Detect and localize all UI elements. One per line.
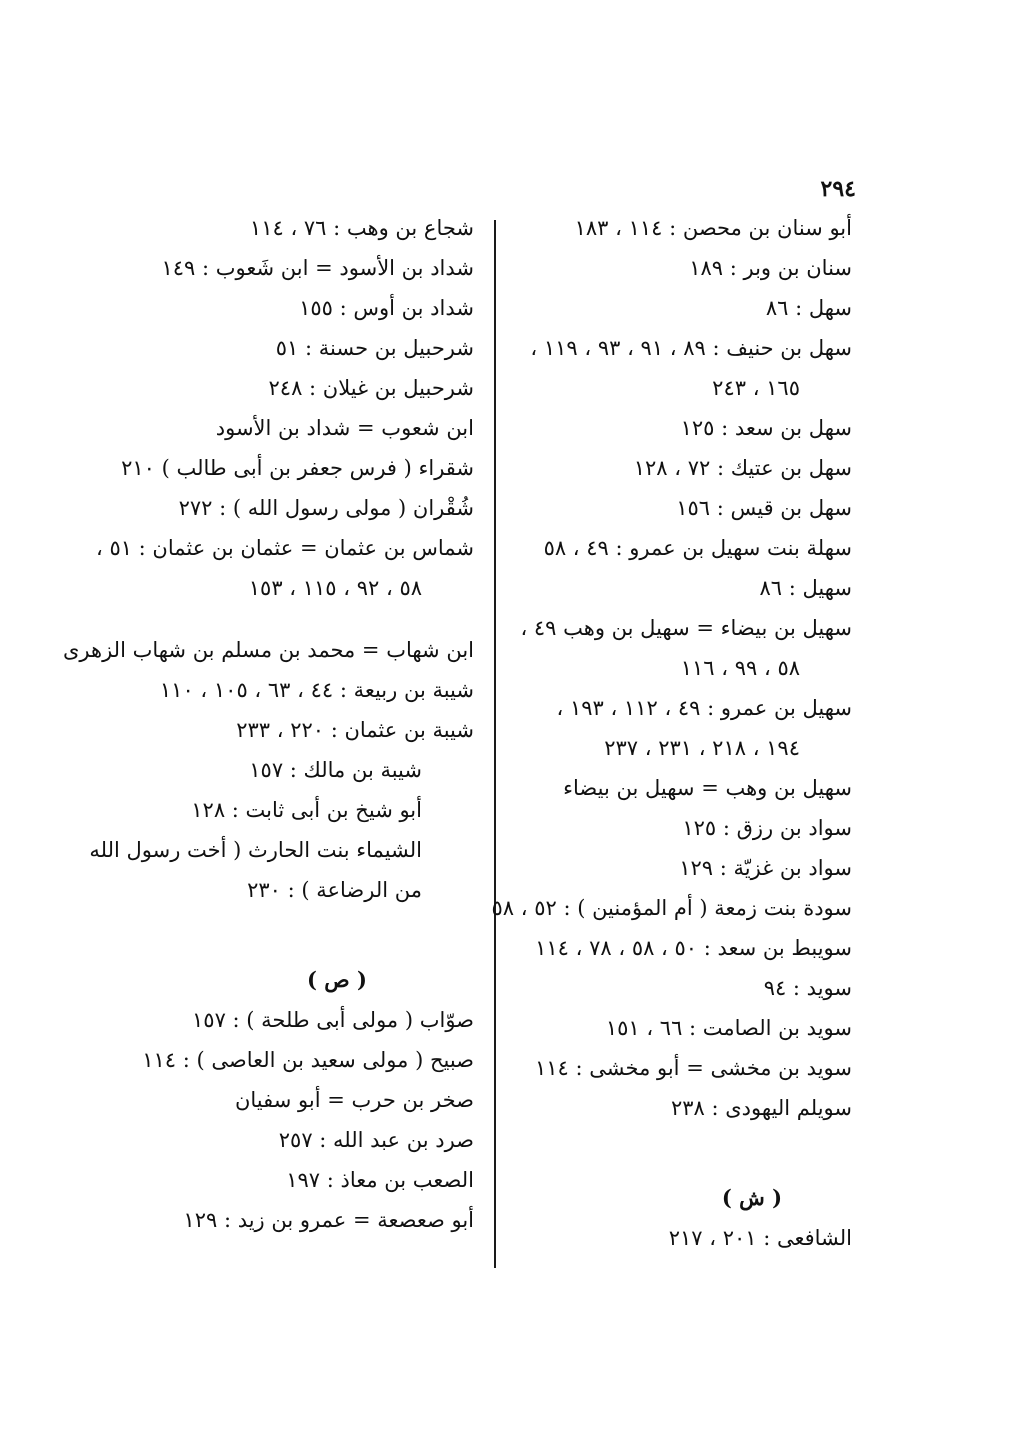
section-heading-shin: ( ش ): [721, 1185, 783, 1210]
index-entry-continuation: من الرضاعة ) : ٢٣٠: [247, 878, 422, 902]
index-column-left: [62, 208, 474, 1240]
index-entry: سهلة بنت سهيل بن عمرو : ٤٩ ، ٥٨: [543, 536, 852, 560]
index-entry: أبو شيخ بن أبى ثابت : ١٢٨: [191, 798, 422, 822]
page-number: ٢٩٤: [820, 176, 856, 202]
index-entry: سويد بن مخشى = أبو مخشى : ١١٤: [535, 1056, 852, 1080]
index-entry: شرحبيل بن حسنة : ٥١: [275, 336, 474, 360]
index-entry: سهيل بن بيضاء = سهيل بن وهب ٤٩ ،: [520, 616, 852, 640]
index-entry-continuation: ١٦٥ ، ٢٤٣: [712, 376, 800, 400]
index-entry: سهل بن حنيف : ٨٩ ، ٩١ ، ٩٣ ، ١١٩ ،: [530, 336, 852, 360]
index-entry: صخر بن حرب = أبو سفيان: [234, 1088, 474, 1112]
index-entry: الشيماء بنت الحارث ( أخت رسول الله: [89, 838, 422, 862]
index-entry-continuation: ٥٨ ، ٩٢ ، ١١٥ ، ١٥٣: [248, 576, 422, 600]
index-entry: سواد بن رزق : ١٢٥: [682, 816, 852, 840]
index-entry-continuation: ١٩٤ ، ٢١٨ ، ٢٣١ ، ٢٣٧: [604, 736, 800, 760]
index-entry: سهيل بن وهب = سهيل بن بيضاء: [563, 776, 852, 800]
index-entry: سودة بنت زمعة ( أم المؤمنين ) : ٥٢ ، ٥٨: [491, 896, 852, 920]
index-entry: شيبة بن عثمان : ٢٢٠ ، ٢٣٣: [236, 718, 474, 742]
index-column-right: [491, 208, 852, 1258]
index-entry: أبو سنان بن محصن : ١١٤ ، ١٨٣: [574, 216, 852, 240]
index-entry: شجاع بن وهب : ٧٦ ، ١١٤: [249, 216, 474, 240]
index-entry: سواد بن غزيّة : ١٢٩: [679, 856, 852, 880]
index-entry: صوّاب ( مولى أبى طلحة ) : ١٥٧: [192, 1008, 474, 1032]
index-entry: سهل بن عتيك : ٧٢ ، ١٢٨: [633, 456, 852, 480]
index-entry: ابن شهاب = محمد بن مسلم بن شهاب الزهرى: [62, 638, 474, 662]
index-entry-continuation: ٥٨ ، ٩٩ ، ١١٦: [680, 656, 800, 680]
index-entry: شقراء ( فرس جعفر بن أبى طالب ) ٢١٠: [121, 456, 474, 480]
index-entry: سويد بن الصامت : ٦٦ ، ١٥١: [605, 1016, 852, 1040]
index-entry: صرد بن عبد الله : ٢٥٧: [278, 1128, 474, 1152]
index-entry: شيبة بن مالك : ١٥٧: [249, 758, 422, 782]
index-entry: الصعب بن معاذ : ١٩٧: [286, 1168, 474, 1192]
index-entry: سهل بن سعد : ١٢٥: [680, 416, 852, 440]
index-entry: شرحبيل بن غيلان : ٢٤٨: [268, 376, 474, 400]
index-entry: صبيح ( مولى سعيد بن العاصى ) : ١١٤: [142, 1048, 474, 1072]
index-entry: شُقْران ( مولى رسول الله ) : ٢٧٢: [178, 496, 474, 520]
index-entry: أبو صعصعة = عمرو بن زيد : ١٢٩: [183, 1208, 474, 1232]
index-entry: سهيل : ٨٦: [759, 576, 852, 600]
index-entry: سنان بن وبر : ١٨٩: [689, 256, 852, 280]
index-entry: سهيل بن عمرو : ٤٩ ، ١١٢ ، ١٩٣ ،: [556, 696, 852, 720]
index-entry: شداد بن أوس : ١٥٥: [299, 296, 474, 320]
index-entry: شداد بن الأسود = ابن شَعوب : ١٤٩: [161, 256, 474, 280]
column-divider: [494, 220, 496, 1268]
index-entry: سهل بن قيس : ١٥٦: [676, 496, 852, 520]
section-heading-sad: ( ص ): [307, 967, 367, 992]
index-entry: الشافعى : ٢٠١ ، ٢١٧: [668, 1226, 852, 1250]
index-entry: سويبط بن سعد : ٥٠ ، ٥٨ ، ٧٨ ، ١١٤: [535, 936, 852, 960]
index-entry: سهل : ٨٦: [765, 296, 852, 320]
index-entry: ابن شعوب = شداد بن الأسود: [215, 416, 474, 440]
index-entry: سويد : ٩٤: [763, 976, 852, 1000]
index-entry: شماس بن عثمان = عثمان بن عثمان : ٥١ ،: [95, 536, 474, 560]
index-entry: سويلم اليهودى : ٢٣٨: [670, 1096, 852, 1120]
index-entry: شيبة بن ربيعة : ٤٤ ، ٦٣ ، ١٠٥ ، ١١٠: [159, 678, 474, 702]
